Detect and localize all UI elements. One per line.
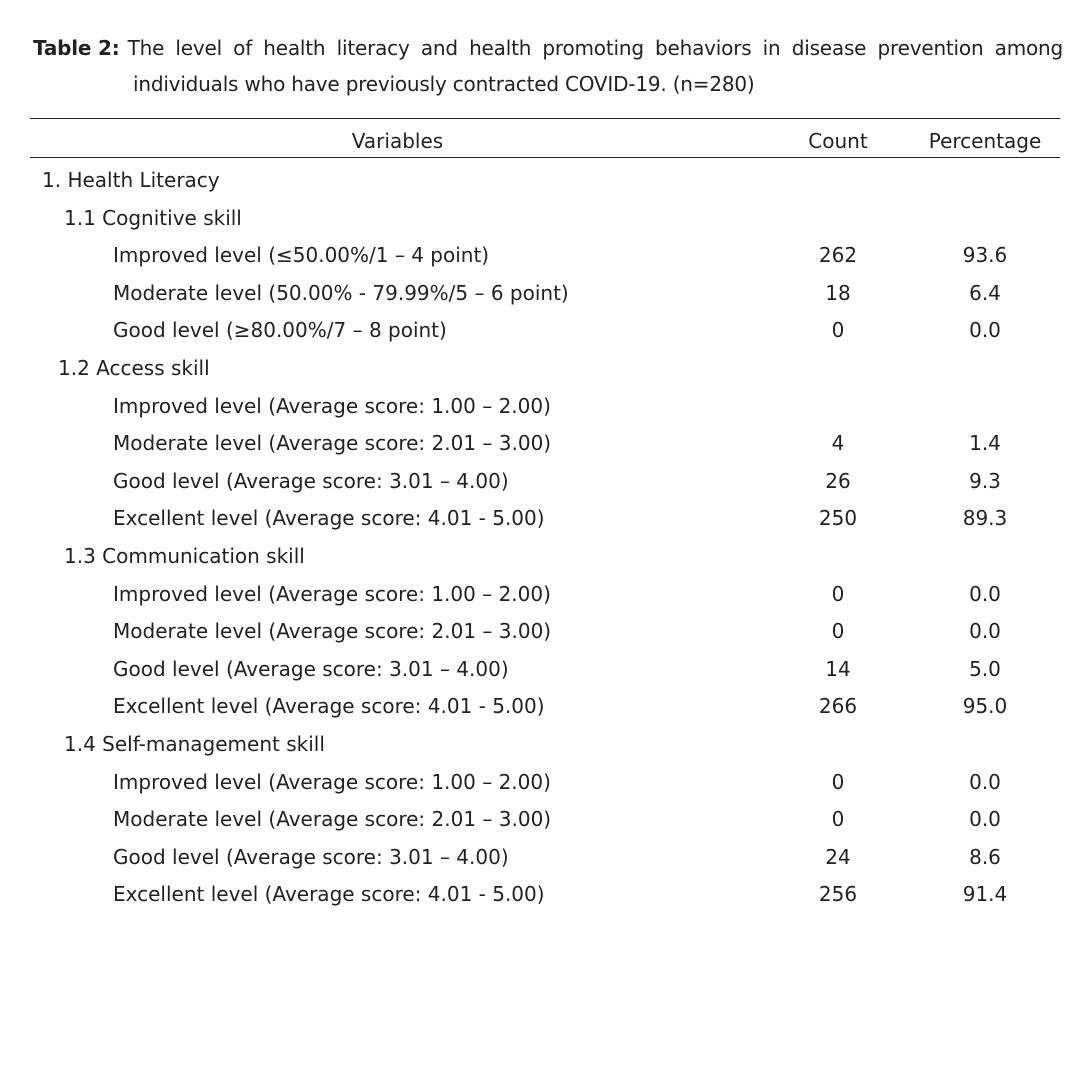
row-label: Improved level (Average score: 1.00 – 2.00) [113,769,551,794]
row-label: 1.3 Communication skill [64,544,305,568]
row-label: 1. Health Literacy [42,168,220,192]
row-label: Moderate level (50.00% - 79.99%/5 – 6 point) [113,280,569,305]
row-label: Improved level (≤50.00%/1 – 4 point) [113,243,490,268]
row-label: Improved level (Average score: 1.00 – 2.00) [113,393,551,418]
table-row [0,275,1080,312]
table-row [0,801,1080,838]
table-row [0,388,1080,425]
table-row [0,463,1080,500]
row-label: Excellent level (Average score: 4.01 - 5.00) [113,882,545,907]
row-percentage: 93.6 [962,243,1008,268]
row-percentage: 91.4 [962,882,1008,907]
table-row [0,651,1080,688]
row-percentage: 1.4 [969,431,1001,456]
row-percentage: 8.6 [969,844,1001,869]
row-count: 26 [825,468,851,493]
table-row [0,613,1080,650]
table-row [0,312,1080,349]
row-count: 262 [818,243,858,268]
row-percentage: 6.4 [969,280,1001,305]
row-count: 0 [831,581,845,606]
row-label: Moderate level (Average score: 2.01 – 3.00) [113,807,552,832]
row-percentage: 0.0 [969,318,1001,343]
row-count: 250 [818,506,858,531]
row-count: 266 [818,694,858,719]
subsection-heading-row [0,350,1080,387]
row-label: Excellent level (Average score: 4.01 - 5.00) [113,506,545,531]
table-row [0,425,1080,462]
table-top-rule [30,118,1060,119]
caption-label: Table 2: [33,36,120,60]
subsection-heading-row [0,200,1080,237]
row-label: Excellent level (Average score: 4.01 - 5.00) [113,694,545,719]
row-label: Improved level (Average score: 1.00 – 2.00) [113,581,551,606]
table-row [0,764,1080,801]
row-count: 0 [831,769,845,794]
row-count: 24 [825,844,851,869]
row-percentage: 9.3 [969,468,1001,493]
row-label: Good level (Average score: 3.01 – 4.00) [113,844,509,869]
row-percentage: 89.3 [962,506,1008,531]
row-percentage: 5.0 [969,656,1001,681]
table-row [0,688,1080,725]
row-count: 256 [818,882,858,907]
table-row [0,876,1080,913]
row-count: 0 [831,807,845,832]
row-label: Good level (Average score: 3.01 – 4.00) [113,656,509,681]
row-count: 14 [825,656,851,681]
table-row [0,237,1080,274]
row-label: 1.1 Cognitive skill [64,205,242,230]
row-percentage: 0.0 [969,581,1001,606]
subsection-heading-row [0,538,1080,575]
row-count: 18 [825,280,851,305]
row-label: Moderate level (Average score: 2.01 – 3.00) [113,431,552,456]
header-percentage: Percentage [928,129,1042,153]
row-label: Good level (Average score: 3.01 – 4.00) [113,468,509,493]
row-label: Good level (≥80.00%/7 – 8 point) [113,318,447,343]
table-row [0,500,1080,537]
table-row [0,576,1080,613]
row-percentage: 0.0 [969,619,1001,644]
row-percentage: 0.0 [969,807,1001,832]
header-bottom-rule [30,157,1060,158]
row-label: 1.4 Self-management skill [64,732,325,756]
row-count: 0 [831,619,845,644]
section-heading-row [0,162,1080,199]
header-variables: Variables [351,129,444,153]
header-count: Count [808,129,868,153]
row-count: 0 [831,318,845,343]
table-caption [33,30,1063,102]
row-percentage: 95.0 [962,694,1008,719]
row-percentage: 0.0 [969,769,1001,794]
subsection-heading-row [0,726,1080,763]
caption-line-2: individuals who have previously contracted COVID-19. (n=280) [133,72,755,96]
row-label: 1.2 Access skill [58,356,210,380]
caption-line-1: The level of health literacy and health promoting behaviors in disease prevention among [127,36,1063,60]
row-label: Moderate level (Average score: 2.01 – 3.00) [113,619,552,644]
row-count: 4 [831,431,845,456]
table-row [0,839,1080,876]
